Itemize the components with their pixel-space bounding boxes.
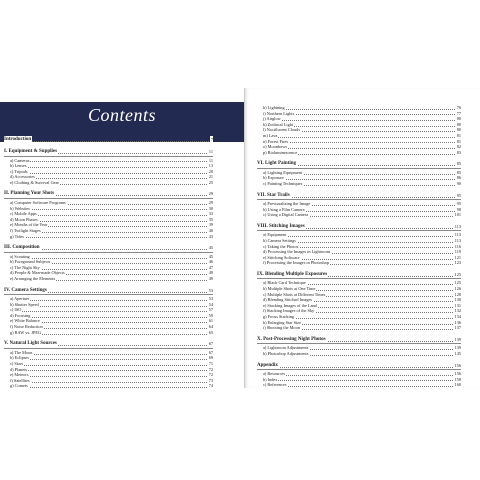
- toc-entry[interactable]: [257, 150, 461, 156]
- dot-leader: [10, 237, 213, 238]
- toc-entry-title: h) Enlarging Star Size: [263, 319, 301, 325]
- toc-entry-page: 21: [208, 174, 213, 180]
- toc-entry-page: 47: [208, 264, 213, 270]
- toc-entry-page: 83: [456, 149, 461, 155]
- toc-section-heading[interactable]: [257, 160, 461, 167]
- toc-entry-page: 71: [208, 360, 213, 366]
- toc-entry-title: j) Airglow: [263, 116, 281, 122]
- toc-entry-title: f) Processing the Images in Photoshop: [263, 260, 329, 266]
- toc-entry-title: a) Scouting: [10, 253, 30, 259]
- toc-entry[interactable]: [4, 234, 213, 240]
- toc-entry-page: 137: [454, 325, 461, 331]
- toc-entry-title: l) Noctilucent Clouds: [263, 127, 300, 133]
- toc-entry-page: 128: [454, 291, 461, 297]
- toc-entry-page: 145: [454, 350, 461, 356]
- toc-section-page: 125: [454, 271, 461, 277]
- toc-entry-title: g) Focus Stacking: [263, 314, 295, 320]
- toc-section: [4, 136, 213, 143]
- toc-entry-page: 121: [454, 254, 461, 260]
- section-rule: [257, 369, 461, 370]
- toc-entry-page: 67: [208, 349, 213, 355]
- toc-entry-page: 134: [454, 314, 461, 320]
- toc-entry-page: 113: [454, 232, 461, 238]
- section-rule: [257, 278, 461, 279]
- toc-entry-page: 54: [208, 301, 213, 307]
- toc-entry-title: p) Bioluminescence: [263, 149, 298, 155]
- toc-entry-title: a) Aperture: [10, 296, 30, 302]
- toc-entry-title: m) Lava: [263, 132, 278, 138]
- toc-entry-title: d) Focusing: [10, 312, 31, 318]
- toc-entry-page: 57: [208, 307, 213, 313]
- section-rule: [4, 198, 213, 199]
- toc-entry-page: 29: [208, 199, 213, 205]
- toc-entry-title: c) Tripods: [10, 168, 28, 174]
- toc-section-title: V. Natural Light Sources: [4, 341, 57, 347]
- section-rule: [257, 230, 461, 231]
- toc-entry-title: o) Moonbows: [263, 144, 287, 150]
- toc-section: [257, 362, 461, 388]
- toc-entry-title: a) The Moon: [10, 349, 33, 355]
- toc-section-title: I. Equipment & Supplies: [4, 149, 58, 154]
- toc-entry-page: 126: [454, 286, 461, 292]
- section-rule: [257, 168, 461, 169]
- toc-entry-page: 156: [454, 371, 461, 376]
- toc-section: [257, 160, 461, 186]
- toc-section-page: 113: [454, 223, 461, 229]
- toc-section: [257, 271, 461, 331]
- toc-section-page: 95: [456, 192, 461, 198]
- toc-entry-page: 61: [208, 318, 213, 324]
- toc-entry-title: c) ISO: [10, 307, 22, 313]
- toc-entry-title: a) Lightroom Adjustments: [263, 345, 309, 351]
- toc-entry-title: e) Meteors: [10, 372, 29, 378]
- toc-entry-title: h) Lightning: [263, 105, 285, 110]
- toc-section: [257, 223, 461, 266]
- toc-entry-page: 20: [208, 168, 213, 174]
- dot-leader: [263, 386, 461, 387]
- toc-entry-title: g) Comets: [10, 383, 28, 389]
- toc-entry-title: a) Equipment: [263, 232, 287, 238]
- toc-entry-page: 64: [208, 324, 213, 330]
- toc-entry-title: b) Index: [263, 376, 278, 382]
- toc-entry-page: 136: [454, 319, 461, 325]
- toc-section-heading[interactable]: [257, 362, 461, 369]
- toc-entry-page: 45: [208, 253, 213, 259]
- toc-section-page: 7: [210, 137, 213, 142]
- toc-entry-page: 81: [456, 132, 461, 138]
- toc-entry-page: 123: [454, 260, 461, 266]
- toc-section-page: 29: [208, 191, 213, 197]
- toc-section-page: 53: [208, 287, 213, 293]
- toc-section: [4, 190, 213, 239]
- toc-entry-page: 98: [456, 206, 461, 212]
- toc-section-page: 45: [208, 245, 213, 251]
- toc-entry-title: b) Foreground Subjects: [10, 259, 51, 265]
- toc-section-title: III. Composition: [4, 245, 40, 251]
- toc-section-page: 11: [208, 149, 213, 154]
- toc-entry-title: d) Blending Stitched Images: [263, 297, 313, 303]
- toc-entry-title: e) Stacking Images of the Land: [263, 302, 317, 308]
- toc-entry-page: 90: [456, 181, 461, 187]
- toc-entry-page: 72: [208, 372, 213, 378]
- toc-entry-title: d) Accessories: [10, 174, 35, 180]
- toc-entry-page: 160: [454, 382, 461, 388]
- toc-entry-page: 158: [454, 376, 461, 382]
- toc-entry-title: b) Exposure: [263, 175, 284, 181]
- toc-entry-title: i) Shooting the Moon: [263, 325, 300, 331]
- book-spread: [0, 88, 480, 388]
- toc-entry-title: a) Computer Software Programs: [10, 199, 66, 205]
- section-rule: [257, 199, 461, 200]
- toc-entry[interactable]: [257, 181, 461, 187]
- toc-entry-title: b) Camera Settings: [263, 238, 296, 243]
- toc-entry-title: a) Resources: [263, 371, 286, 376]
- toc-entry-title: n) Forest Fires: [263, 138, 289, 144]
- toc-entry-title: e) Arranging the Elements: [10, 276, 56, 281]
- toc-entry-page: 39: [208, 222, 213, 228]
- toc-entry-page: 86: [456, 175, 461, 181]
- toc-entry-page: 65: [208, 329, 213, 335]
- toc-entry[interactable]: [4, 330, 213, 336]
- dot-leader: [257, 367, 461, 368]
- toc-section-title: Introduction: [4, 137, 32, 142]
- toc-entry-page: 116: [454, 243, 461, 249]
- toc-section-heading[interactable]: [257, 336, 461, 343]
- toc-entry-title: c) Mobile Apps: [10, 211, 37, 217]
- toc-section-heading[interactable]: [257, 223, 461, 230]
- section-rule: [4, 294, 213, 295]
- right-page: [244, 88, 480, 388]
- toc-entry-title: c) The Night Sky: [10, 264, 40, 270]
- toc-section: [4, 244, 213, 281]
- left-page: [0, 88, 244, 388]
- toc-entry-page: 80: [456, 127, 461, 133]
- toc-entry-title: c) Using a Digital Camera: [263, 212, 309, 218]
- toc-entry-title: b) Lenses: [10, 163, 27, 169]
- toc-entry-title: f) Noise Reduction: [10, 324, 43, 330]
- toc-entry-title: d) Processing the Images in Lightroom: [263, 249, 330, 255]
- toc-entry-title: a) Lighting Equipment: [263, 169, 303, 175]
- toc-entry-title: d) People & Man-made Objects: [10, 270, 65, 276]
- toc-entry-page: 130: [454, 297, 461, 303]
- toc-section-page: 139: [454, 336, 461, 342]
- section-rule: [4, 348, 213, 349]
- toc-section-heading[interactable]: [257, 192, 461, 199]
- toc-section-page: 67: [208, 341, 213, 347]
- toc-entry-page: 125: [454, 280, 461, 286]
- toc-section: [4, 340, 213, 389]
- toc-entry-title: c) Multiple Shots at Different Times: [263, 291, 326, 297]
- toc-section-heading[interactable]: [4, 190, 213, 197]
- toc-entry-page: 43: [208, 233, 213, 239]
- toc-entry-page: 49: [208, 270, 213, 276]
- toc-section-heading[interactable]: [257, 271, 461, 278]
- toc-entry-page: 11: [208, 157, 213, 163]
- toc-entry[interactable]: [257, 260, 461, 266]
- toc-entry-page: 74: [208, 383, 213, 389]
- toc-entry-title: a) Black Card Technique: [263, 280, 306, 286]
- toc-entry-title: d) Moon Phases: [10, 216, 38, 222]
- toc-entry-title: a) Cameras: [10, 157, 30, 163]
- toc-entry-page: 81: [456, 138, 461, 144]
- toc-entry[interactable]: [257, 325, 461, 331]
- toc-entry-title: k) Zodiacal Light: [263, 121, 294, 127]
- dot-leader: [10, 387, 213, 388]
- toc-entry-page: 131: [454, 302, 461, 308]
- toc-entry-title: b) Eclipses: [10, 355, 29, 361]
- toc-entry-page: 77: [456, 110, 461, 116]
- toc-entry-page: 119: [454, 249, 461, 255]
- toc-entry-title: g) Tides: [10, 233, 24, 239]
- toc-left-column: [4, 131, 213, 389]
- toc-entry-page: 101: [454, 212, 461, 218]
- toc-section-title: VI. Light Painting: [257, 161, 297, 167]
- section-rule: [4, 156, 213, 157]
- toc-entry-page: 69: [208, 355, 213, 361]
- toc-entry-title: b) Shutter Speed: [10, 301, 39, 307]
- toc-entry-page: 59: [208, 312, 213, 318]
- toc-entry-title: g) RAW vs. JPEG: [10, 329, 42, 335]
- toc-entry-title: c) Stars: [10, 360, 24, 366]
- toc-entry-page: 53: [208, 296, 213, 302]
- toc-entry-page: 49: [208, 276, 213, 281]
- toc-entry[interactable]: [4, 276, 213, 282]
- toc-entry-page: 13: [208, 163, 213, 169]
- toc-entry-title: b) Using a Film Camera: [263, 206, 305, 212]
- toc-entry-page: 113: [454, 238, 461, 243]
- toc-entry-page: 82: [456, 144, 461, 150]
- toc-entry-page: 25: [208, 179, 213, 185]
- toc-section-heading[interactable]: [4, 340, 213, 347]
- toc-section-title: IX. Blending Multiple Exposures: [257, 271, 328, 277]
- page-title: Contents: [87, 105, 156, 125]
- toc-entry-title: c) Painting Techniques: [263, 181, 303, 187]
- toc-entry[interactable]: [257, 382, 461, 388]
- toc-section-title: IV. Camera Settings: [4, 287, 47, 293]
- toc-section-heading[interactable]: [4, 287, 213, 294]
- toc-entry-page: 76: [456, 105, 461, 110]
- toc-entry-page: 73: [208, 377, 213, 383]
- toc-entry-title: f) Satellites: [10, 377, 30, 383]
- toc-section-heading[interactable]: [4, 244, 213, 251]
- toc-section: [257, 336, 461, 357]
- toc-entry-page: 40: [208, 227, 213, 233]
- toc-entry-page: 139: [454, 345, 461, 351]
- toc-entry-page: 30: [208, 205, 213, 211]
- toc-entry-page: 33: [208, 211, 213, 217]
- toc-section-heading[interactable]: [4, 148, 213, 155]
- toc-section-title: X. Post-Processing Night Photos: [257, 336, 326, 342]
- toc-entry[interactable]: [257, 212, 461, 218]
- toc-entry-title: a) Previsualizing the Image: [263, 201, 311, 207]
- toc-entry-title: i) Northern Lights: [263, 110, 295, 116]
- toc-section: [257, 192, 461, 218]
- toc-entry-page: 35: [208, 216, 213, 222]
- toc-entry-page: 80: [456, 116, 461, 122]
- toc-section-title: Appendix: [257, 362, 278, 368]
- toc-section-page: 156: [454, 362, 461, 368]
- toc-entry-page: 80: [456, 121, 461, 127]
- toc-entry-title: b) Photoshop Adjustments: [263, 350, 309, 356]
- toc-entry-title: f) Twilight Stages: [10, 227, 41, 233]
- toc-section-title: VII. Star Trails: [257, 192, 290, 198]
- toc-entry[interactable]: [257, 351, 461, 357]
- dot-leader: [4, 141, 213, 142]
- toc-entry-title: e) White Balance: [10, 318, 40, 324]
- toc-section-title: VIII. Stitching Images: [257, 223, 305, 229]
- toc-entry-title: c) Taking the Photos: [263, 243, 299, 249]
- toc-entry-page: 46: [208, 259, 213, 265]
- toc-entry-page: 95: [456, 201, 461, 207]
- toc-section-page: 85: [456, 161, 461, 167]
- toc-entry-page: 132: [454, 308, 461, 314]
- toc-entry-title: f) Stacking Images of the Sky: [263, 308, 315, 314]
- toc-entry-page: 85: [456, 169, 461, 175]
- toc-entry-title: e) Clothing & Survival Gear: [10, 179, 59, 185]
- toc-section: [4, 287, 213, 336]
- toc-entry-title: b) Websites: [10, 205, 30, 211]
- toc-entry-title: e) Months of the Year: [10, 222, 48, 228]
- section-rule: [4, 252, 213, 253]
- toc-entry-title: b) Multiple Shots at One Time: [263, 286, 316, 292]
- toc-right-column: [257, 105, 461, 388]
- toc-entry-title: d) Planets: [10, 366, 28, 372]
- section-rule: [257, 343, 461, 344]
- toc-entry-title: c) References: [263, 382, 287, 388]
- toc-entry-page: 72: [208, 366, 213, 372]
- toc-section-title: II. Planning Your Shots: [4, 191, 55, 197]
- toc-entry[interactable]: [4, 180, 213, 186]
- toc-entry[interactable]: [4, 383, 213, 389]
- toc-section-heading[interactable]: [4, 136, 213, 143]
- toc-section: [4, 148, 213, 185]
- toc-entry-title: e) Stitching Software: [263, 254, 300, 260]
